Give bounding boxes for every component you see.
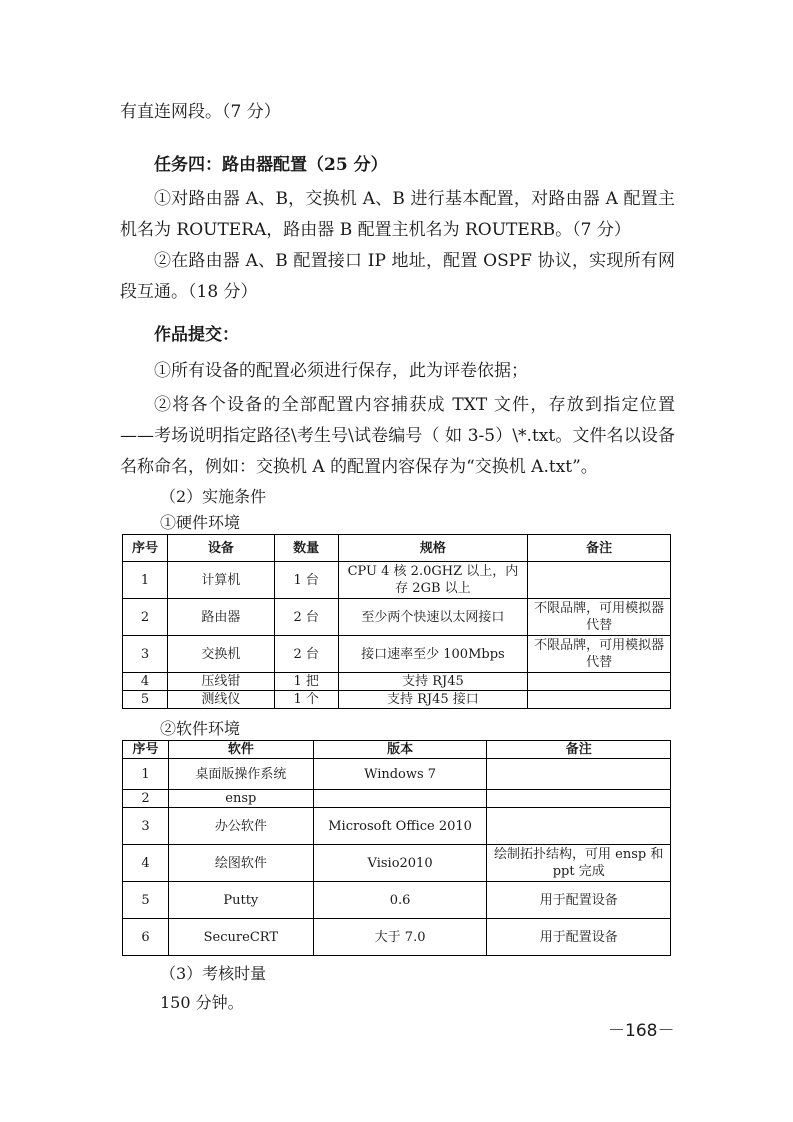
table-cell: 不限品牌，可用模拟器代替 [528, 636, 671, 673]
table-cell: 支持 RJ45 接口 [338, 691, 528, 709]
table-cell: 不限品牌，可用模拟器代替 [528, 599, 671, 636]
table-cell: 用于配置设备 [487, 919, 671, 956]
table-cell: 1 [123, 759, 169, 790]
table-cell: 4 [123, 673, 168, 691]
sw-header-cell: 版本 [313, 741, 487, 759]
table-cell: 3 [123, 636, 168, 673]
table-cell [528, 562, 671, 599]
task-four-heading: 任务四：路由器配置（25 分） [154, 155, 388, 175]
table-row [123, 759, 671, 790]
table-cell: Visio2010 [313, 845, 487, 882]
table-cell: CPU 4 核 2.0GHZ 以上，内存 2GB 以上 [338, 562, 528, 599]
submission-item-1: ①所有设备的配置必须进行保存，此为评卷依据； [154, 361, 528, 381]
submission-heading: 作品提交： [154, 325, 239, 345]
assessment-time-value: 150 分钟。 [160, 993, 244, 1012]
table-cell: 支持 RJ45 [338, 673, 528, 691]
table-cell: 3 [123, 808, 169, 845]
table-cell: 1 [123, 562, 168, 599]
table-row [123, 691, 671, 709]
table-cell: 大于 7.0 [313, 919, 487, 956]
task-four-item-2: ②在路由器 A、B 配置接口 IP 地址，配置 OSPF 协议，实现所有网段互通。（18 分） [120, 251, 675, 302]
table-cell: 2 台 [274, 599, 338, 636]
table-cell: 用于配置设备 [487, 882, 671, 919]
table-cell [528, 673, 671, 691]
table-cell: 路由器 [167, 599, 274, 636]
table-cell: 接口速率至少 100Mbps [338, 636, 528, 673]
table-cell: 5 [123, 882, 169, 919]
table-row [123, 562, 671, 599]
table-cell: 压线钳 [167, 673, 274, 691]
table-cell [487, 808, 671, 845]
hw-header-cell: 规格 [338, 535, 528, 562]
section-assessment-time: （3）考核时量 [160, 964, 267, 983]
table-cell [487, 790, 671, 808]
table-cell: 0.6 [313, 882, 487, 919]
table-row [123, 808, 671, 845]
table-cell [487, 759, 671, 790]
table-cell: 至少两个快速以太网接口 [338, 599, 528, 636]
hw-header-cell: 序号 [123, 535, 168, 562]
sw-header-cell: 序号 [123, 741, 169, 759]
table-cell: 4 [123, 845, 169, 882]
table-row [123, 919, 671, 956]
table-row [123, 882, 671, 919]
submission-item-2: ②将各个设备的全部配置内容捕获成 TXT 文件，存放到指定位置——考场说明指定路径\考生号\试卷编号（ 如 3-5）\*.txt。文件名以设备名称命名，例如：交换机 A 的配置内容保存为“交换机 A.txt”。 [120, 395, 675, 477]
table-row [123, 636, 671, 673]
table-row [123, 673, 671, 691]
table-cell: 计算机 [167, 562, 274, 599]
table-row [123, 845, 671, 882]
table-cell: ensp [168, 790, 313, 808]
table-cell: 桌面版操作系统 [168, 759, 313, 790]
software-header-row [123, 741, 671, 759]
table-cell: 1 台 [274, 562, 338, 599]
table-cell: Microsoft Office 2010 [313, 808, 487, 845]
table-cell: Windows 7 [313, 759, 487, 790]
table-cell: 绘制拓扑结构，可用 ensp 和 ppt 完成 [487, 845, 671, 882]
table-cell [313, 790, 487, 808]
table-cell: Putty [168, 882, 313, 919]
hw-header-cell: 数量 [274, 535, 338, 562]
table-cell: 1 把 [274, 673, 338, 691]
hw-header-cell: 设备 [167, 535, 274, 562]
software-table [122, 740, 671, 956]
software-env-title: ②软件环境 [160, 719, 241, 738]
table-cell: 绘图软件 [168, 845, 313, 882]
page-number: －168－ [608, 1021, 675, 1041]
hw-header-cell: 备注 [528, 535, 671, 562]
hardware-env-title: ①硬件环境 [160, 513, 241, 532]
table-cell [528, 691, 671, 709]
table-cell: 1 个 [274, 691, 338, 709]
table-row [123, 790, 671, 808]
table-cell: SecureCRT [168, 919, 313, 956]
table-row [123, 599, 671, 636]
hardware-table [122, 534, 671, 709]
paragraph-continued: 有直连网段。（7 分） [120, 102, 281, 122]
sw-header-cell: 备注 [487, 741, 671, 759]
table-cell: 6 [123, 919, 169, 956]
table-cell: 测线仪 [167, 691, 274, 709]
table-cell: 2 台 [274, 636, 338, 673]
table-cell: 办公软件 [168, 808, 313, 845]
table-cell: 2 [123, 790, 169, 808]
table-cell: 交换机 [167, 636, 274, 673]
table-cell: 2 [123, 599, 168, 636]
table-cell: 5 [123, 691, 168, 709]
sw-header-cell: 软件 [168, 741, 313, 759]
task-four-item-1: ①对路由器 A、B，交换机 A、B 进行基本配置，对路由器 A 配置主机名为 ROUTERA，路由器 B 配置主机名为 ROUTERB。（7 分） [120, 189, 675, 240]
section-implementation-conditions: （2）实施条件 [160, 487, 267, 506]
hardware-header-row [123, 535, 671, 562]
